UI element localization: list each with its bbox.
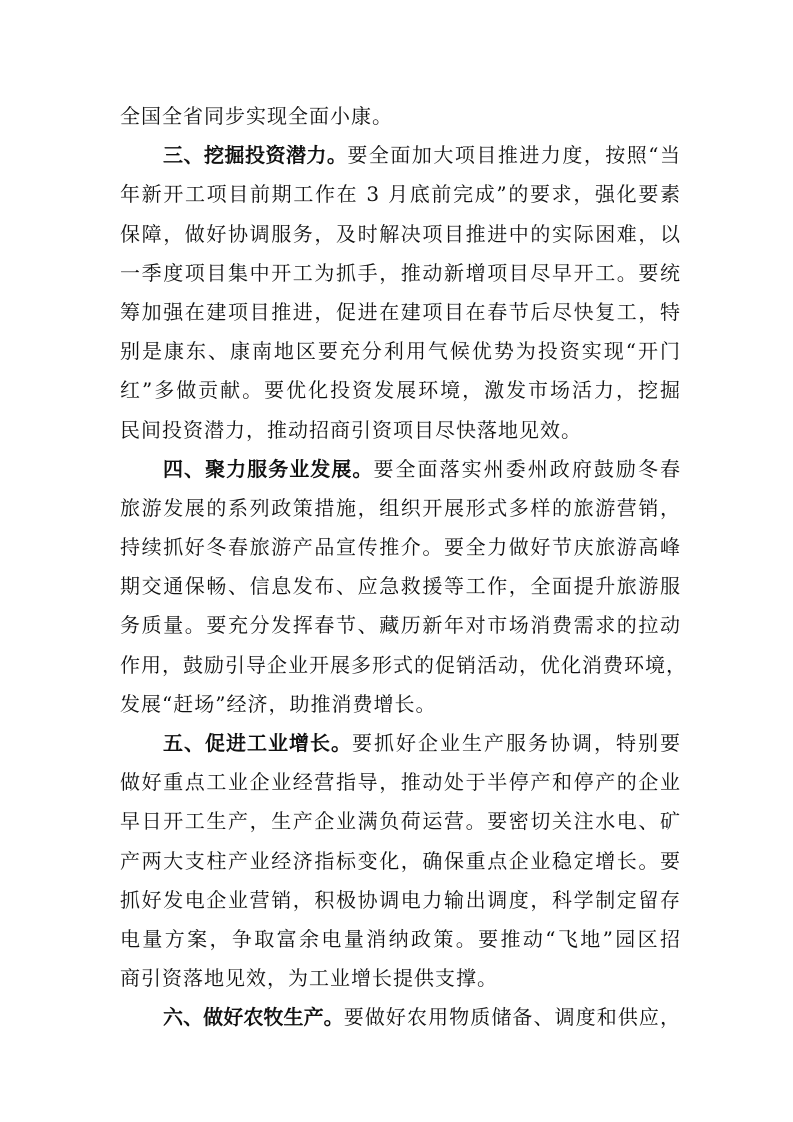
paragraph-line: 红”多做贡献。要优化投资发展环境，激发市场活力，挖掘 [120, 378, 681, 403]
paragraph-4-first-line [120, 450, 681, 489]
paragraph-line: 年新开工项目前期工作在 3 月底前完成”的要求，强化要素 [120, 182, 681, 207]
paragraph-line: 早日开工生产，生产企业满负荷运营。要密切关注水电、矿 [120, 809, 681, 834]
section-heading: 六、做好农牧生产。 [163, 1005, 344, 1030]
paragraph-line: 务质量。要充分发挥春节、藏历新年对市场消费需求的拉动 [120, 613, 681, 638]
paragraph-line: 抓好发电企业营销，积极协调电力输出调度，科学制定留存 [120, 887, 681, 912]
paragraph-text: 要做好农用物质储备、调度和供应， [343, 1005, 681, 1030]
paragraph-line: 一季度项目集中开工为抓手，推动新增项目尽早开工。要统 [120, 260, 681, 285]
section-heading: 三、挖掘投资潜力。 [163, 143, 348, 168]
paragraph-line: 期交通保畅、信息发布、应急救援等工作，全面提升旅游服 [120, 574, 681, 599]
paragraph-line: 发展“赶场”经济，助推消费增长。 [120, 691, 437, 716]
paragraph-line: 保障，做好协调服务，及时解决项目推进中的实际困难，以 [120, 221, 681, 246]
paragraph-6-first-line [120, 998, 681, 1037]
paragraph-5-first-line [120, 724, 681, 763]
section-heading: 四、聚力服务业发展。 [163, 456, 374, 481]
section-heading: 五、促进工业增长。 [163, 731, 352, 755]
paragraph-line: 产两大支柱产业经济指标变化，确保重点企业稳定增长。要 [120, 848, 681, 873]
paragraph-line: 做好重点工业企业经营指导，推动处于半停产和停产的企业 [120, 770, 681, 795]
document-page [120, 97, 687, 1038]
paragraph-text: 要全面加大项目推进力度，按照“当 [347, 143, 681, 168]
paragraph-line: 作用，鼓励引导企业开展多形式的促销活动，优化消费环境， [120, 652, 687, 677]
paragraph-text: 要抓好企业生产服务协调，特别要 [352, 731, 681, 755]
paragraph-line: 民间投资潜力，推动招商引资项目尽快落地见效。 [120, 417, 582, 442]
paragraph-line: 别是康东、康南地区要充分利用气候优势为投资实现“开门 [120, 339, 681, 364]
paragraph-text: 要全面落实州委州政府鼓励冬春 [373, 456, 682, 481]
paragraph-3-first-line [120, 136, 681, 175]
paragraph-line: 商引资落地见效，为工业增长提供支撑。 [120, 966, 498, 991]
paragraph-line: 持续抓好冬春旅游产品宣传推介。要全力做好节庆旅游高峰 [120, 535, 681, 560]
paragraph-line: 筹加强在建项目推进，促进在建项目在春节后尽快复工，特 [120, 299, 681, 324]
paragraph-line: 电量方案，争取富余电量消纳政策。要推动“飞地”园区招 [120, 926, 681, 951]
paragraph-line: 旅游发展的系列政策措施，组织开展形式多样的旅游营销， [120, 495, 681, 520]
paragraph-line: 全国全省同步实现全面小康。 [120, 104, 393, 128]
